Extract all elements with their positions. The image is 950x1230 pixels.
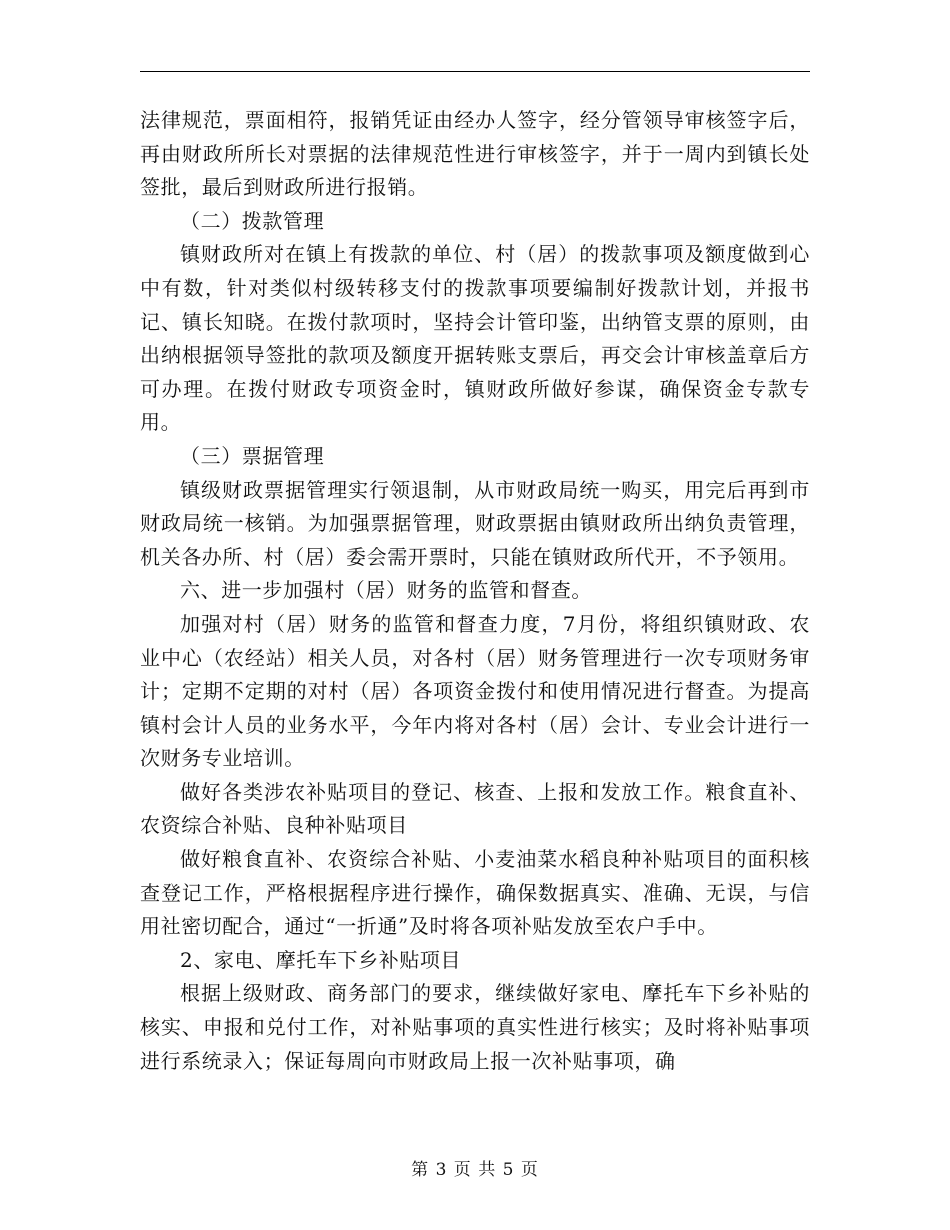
paragraph-continuation: 法律规范，票面相符，报销凭证由经办人签字，经分管领导审核签字后，再由财政所所长对票据的法律规范性进行审核签字，并于一周内到镇长处签批，最后到财政所进行报销。 bbox=[140, 108, 810, 200]
page-footer: 第 3 页 共 5 页 bbox=[411, 1160, 539, 1180]
paragraph-receipts: 镇级财政票据管理实行领退制，从市财政局统一购买，用完后再到市财政局统一核销。为加强票据管理，财政票据由镇财政所出纳负责管理，机关各办所、村（居）委会需开票时，只能在镇财政所代开，不予领用。 bbox=[140, 477, 810, 569]
section-heading-appliance-subsidy: 2、家电、摩托车下乡补贴项目 bbox=[180, 947, 462, 972]
paragraph-subsidy-intro: 做好各类涉农补贴项目的登记、核查、上报和发放工作。粮食直补、农资综合补贴、良种补贴项目 bbox=[140, 779, 810, 838]
header-rule bbox=[140, 71, 810, 72]
paragraph-village-oversight: 加强对村（居）财务的监管和督查力度，7月份，将组织镇财政、农业中心（农经站）相关人员，对各村（居）财务管理进行一次专项财务审计；定期不定期的对村（居）各项资金拨付和使用情况进行督查。为提高镇村会计人员的业务水平，今年内将对各村（居）会计、专业会计进行一次财务专业培训。 bbox=[140, 611, 810, 771]
paragraph-allocation: 镇财政所对在镇上有拨款的单位、村（居）的拨款事项及额度做到心中有数，针对类似村级转移支付的拨款事项要编制好拨款计划，并报书记、镇长知晓。在拨付款项时，坚持会计管印鉴，出纳管支票的原则，由出纳根据领导签批的款项及额度开据转账支票后，再交会计审核盖章后方可办理。在拨付财政专项资金时，镇财政所做好参谋，确保资金专款专用。 bbox=[140, 242, 810, 435]
paragraph-appliance-subsidy: 根据上级财政、商务部门的要求，继续做好家电、摩托车下乡补贴的核实、申报和兑付工作，对补贴事项的真实性进行核实；及时将补贴事项进行系统录入；保证每周向市财政局上报一次补贴事项，确 bbox=[140, 981, 810, 1073]
document-body bbox=[140, 104, 810, 1078]
section-heading-village-oversight: 六、进一步加强村（居）财务的监管和督查。 bbox=[180, 578, 592, 603]
section-heading-receipts: （三）票据管理 bbox=[180, 443, 325, 468]
section-heading-allocation: （二）拨款管理 bbox=[180, 208, 325, 233]
paragraph-grain-subsidy: 做好粮食直补、农资综合补贴、小麦油菜水稻良种补贴项目的面积核查登记工作，严格根据程序进行操作，确保数据真实、准确、无误，与信用社密切配合，通过“一折通”及时将各项补贴发放至农户手中。 bbox=[140, 847, 810, 939]
